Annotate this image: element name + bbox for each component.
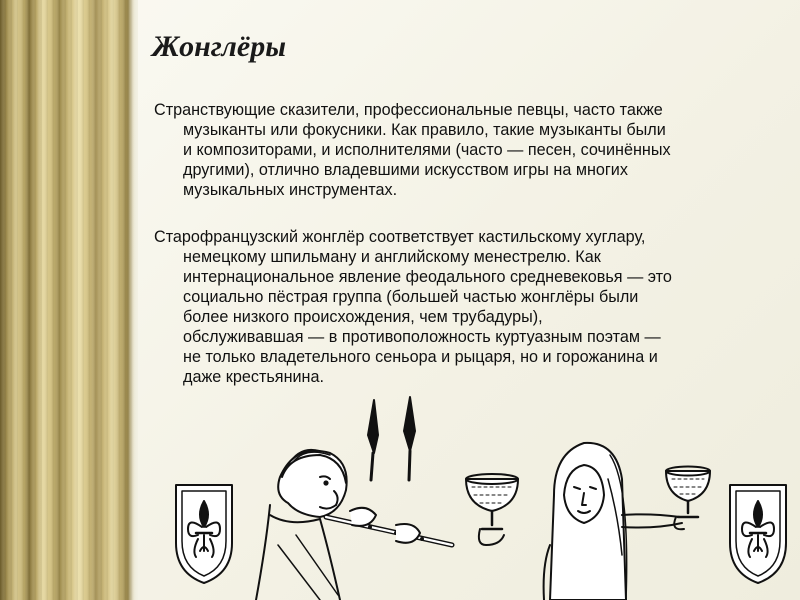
text-line: Странствующие сказители, профессиональные певцы, часто также [154, 101, 663, 119]
paragraph-history [154, 227, 786, 387]
flute-player-icon [256, 450, 452, 600]
paragraph-definition [154, 100, 786, 200]
text-line: другими), отлично владевшими искусством игры на многих [183, 161, 628, 179]
text-line: интернациональное явление феодального средневековья — это [183, 268, 672, 286]
jester-icon [544, 443, 682, 600]
text-line: более низкого происхождения, чем трубадуры), [183, 308, 543, 326]
text-line: музыкальных инструментах. [183, 181, 398, 199]
text-line: музыканты или фокусники. Как правило, такие музыканты были [183, 121, 666, 139]
chalice-icon [466, 474, 518, 545]
text-line: не только владетельного сеньора и рыцаря, но и горожанина и [183, 348, 658, 366]
fleur-de-lis-shield-icon [176, 485, 232, 583]
jongleurs-illustration [170, 395, 795, 600]
text-line: социально пёстрая группа (большей частью жонглёры были [183, 288, 639, 306]
decorative-left-border [0, 0, 138, 600]
text-line: и композиторами, и исполнителями (часто — песен, сочинённых [183, 141, 671, 159]
fleur-de-lis-shield-icon [730, 485, 786, 583]
text-line: обслуживавшая — в противоположность куртуазным поэтам — [183, 328, 661, 346]
spear-icon [368, 397, 415, 480]
text-line: даже крестьянина. [183, 368, 324, 386]
text-line: немецкому шпильману и английскому менестрелю. Как [183, 248, 601, 266]
text-line: Старофранцузский жонглёр соответствует кастильскому хуглару, [154, 228, 646, 246]
chalice-icon [666, 467, 710, 530]
page-title: Жонглёры [152, 30, 287, 63]
